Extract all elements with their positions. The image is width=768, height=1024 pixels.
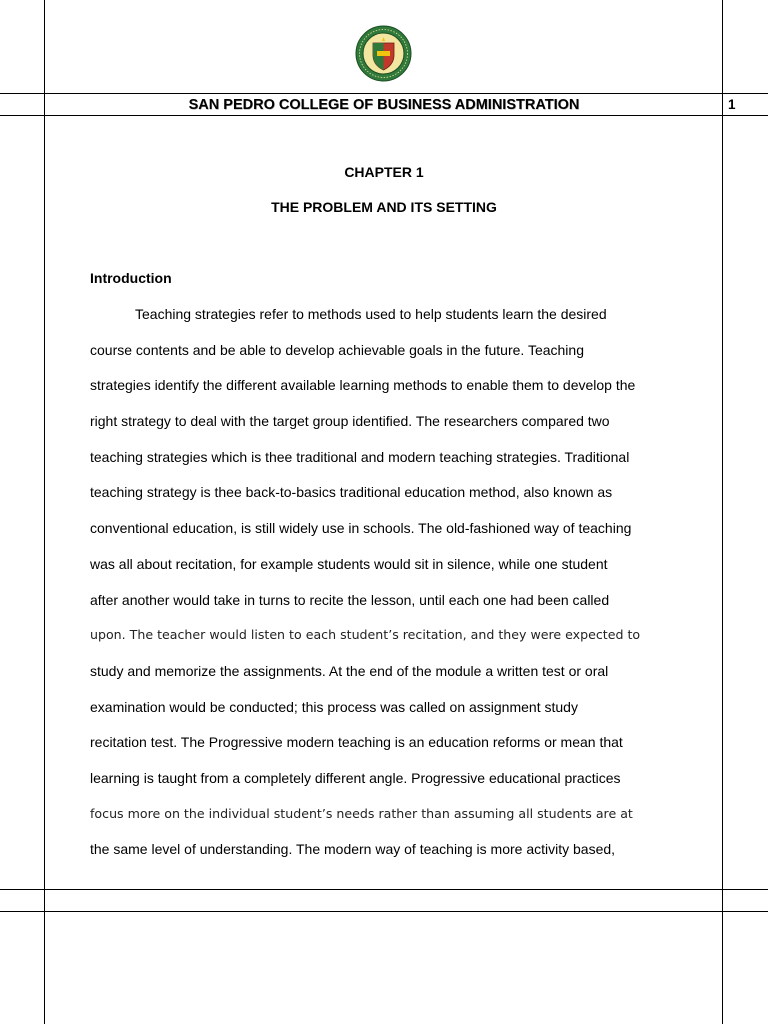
paragraph-line: right strategy to deal with the target group identified. The researchers compared two <box>90 413 610 430</box>
footer-bottom-rule <box>0 911 768 912</box>
header-top-rule <box>0 93 768 94</box>
institution-name: SAN PEDRO COLLEGE OF BUSINESS ADMINISTRATION <box>188 97 580 113</box>
paragraph-line: recitation test. The Progressive modern teaching is an education reforms or mean that <box>90 734 623 751</box>
page-number: 1 <box>728 97 736 112</box>
header-bottom-rule <box>0 115 768 116</box>
paragraph-line: the same level of understanding. The modern way of teaching is more activity based, <box>90 841 616 858</box>
introduction-paragraph <box>90 304 690 875</box>
footer-top-rule <box>0 889 768 890</box>
paragraph-line: upon. The teacher would listen to each student’s recitation, and they were expected to <box>90 627 641 643</box>
paragraph-line: strategies identify the different available learning methods to enable them to develop the <box>90 377 636 394</box>
paragraph-line: Teaching strategies refer to methods used to help students learn the desired <box>135 306 607 322</box>
paragraph-line: examination would be conducted; this process was called on assignment study <box>90 698 578 715</box>
paragraph-line: course contents and be able to develop achievable goals in the future. Teaching <box>90 341 584 358</box>
chapter-subtitle: THE PROBLEM AND ITS SETTING <box>271 199 497 215</box>
paragraph-line: focus more on the individual student’s needs rather than assuming all students are at <box>90 805 633 821</box>
paragraph-line: after another would take in turns to recite the lesson, until each one had been called <box>90 591 610 608</box>
chapter-title: CHAPTER 1 <box>344 164 424 180</box>
paragraph-line: teaching strategies which is thee traditional and modern teaching strategies. Traditional <box>90 448 630 465</box>
paragraph-line: was all about recitation, for example students would sit in silence, while one student <box>90 555 608 572</box>
paragraph-line: conventional education, is still widely use in schools. The old-fashioned way of teaching <box>90 520 632 537</box>
section-heading: Introduction <box>90 270 172 286</box>
paragraph-line: teaching strategy is thee back-to-basics traditional education method, also known as <box>90 484 613 501</box>
paragraph-line: study and memorize the assignments. At the end of the module a written test or oral <box>90 662 609 679</box>
left-margin-rule <box>44 0 45 1024</box>
college-seal-icon <box>355 25 412 82</box>
right-margin-rule <box>722 0 723 1024</box>
paragraph-line: learning is taught from a completely different angle. Progressive educational practices <box>90 769 621 786</box>
